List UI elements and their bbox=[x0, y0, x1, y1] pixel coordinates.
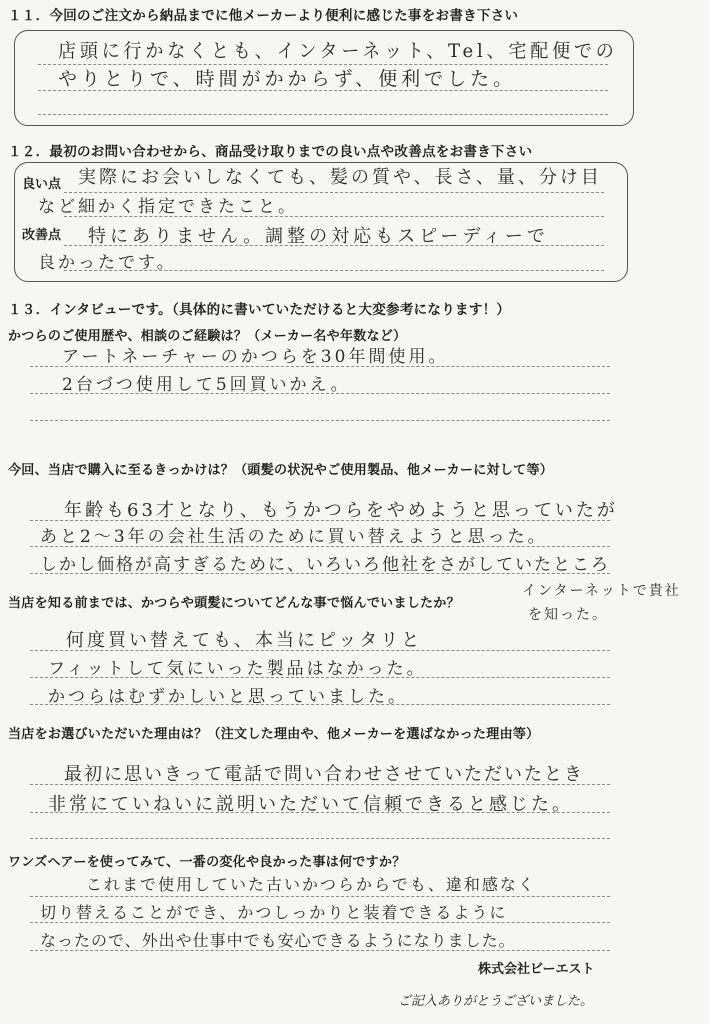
answer-rule bbox=[30, 838, 610, 839]
history-answer-line: 2台づつ使用して5回買いかえ。 bbox=[62, 375, 351, 395]
change-question: ワンズヘアーを使ってみて、一番の変化や良かった事は何ですか？ bbox=[8, 855, 406, 870]
reason-answer-line: しかし価格が高すぎるために、いろいろ他社をさがしていたところ bbox=[40, 555, 610, 575]
improve-point-line: 良かったです。 bbox=[38, 253, 177, 273]
good-point-label: 良い点 bbox=[22, 177, 62, 192]
choose-answer-line: 非常にていねいに説明いただいて信頼できると感じた。 bbox=[48, 794, 573, 815]
improve-point-line: 特にありません。調整の対応もスピーディーで bbox=[88, 226, 549, 247]
reason-side-note: を知った。 bbox=[528, 607, 608, 623]
choose-question: 当店をお選びいただいた理由は？（注文した理由や、他メーカーを選ばなかった理由等） bbox=[8, 727, 540, 742]
history-answer-line: アートネーチャーのかつらを30年間使用。 bbox=[62, 347, 449, 367]
worry-answer-line: 何度買い替えても、本当にピッタリと bbox=[66, 630, 423, 651]
thanks-message: ご記入ありがとうございました。 bbox=[398, 994, 594, 1009]
change-answer-line: 切り替えることができ、かつしっかりと装着できるように bbox=[40, 903, 508, 922]
good-point-line: など細かく指定できたこと。 bbox=[38, 197, 298, 217]
worry-question: 当店を知る前までは、かつらや頭髪についてどんな事で悩んでいましたか？ bbox=[8, 596, 460, 611]
improve-point-label: 改善点 bbox=[22, 228, 62, 243]
answer-rule bbox=[30, 420, 610, 421]
worry-answer-line: かつらはむずかしいと思っていました。 bbox=[48, 687, 408, 707]
reason-side-note: インターネットで貴社 bbox=[522, 583, 681, 599]
choose-answer-line: 最初に思いきって電話で問い合わせさせていただいたとき bbox=[64, 764, 584, 785]
company-name: 株式会社ビーエスト bbox=[478, 962, 595, 977]
history-question: かつらのご使用歴や、相談のご経験は？（メーカー名や年数など） bbox=[8, 329, 407, 344]
answer-rule bbox=[30, 896, 610, 897]
q11-heading: １１．今回のご注文から納品までに他メーカーより便利に感じた事をお書き下さい bbox=[8, 8, 519, 24]
q11-answer-line: やりとりで、時間がかからず、便利でした。 bbox=[58, 68, 517, 90]
reason-question: 今回、当店で購入に至るきっかけは？（頭髪の状況やご使用製品、他メーカーに対して等） bbox=[8, 463, 554, 478]
answer-rule bbox=[38, 114, 608, 115]
q13-heading: １３．インタビューです。（具体的に書いていただけると大変参考になります！） bbox=[8, 302, 511, 318]
q11-answer-line: 店頭に行かなくとも、インターネット、Tel、宅配便での bbox=[58, 40, 618, 62]
q12-heading: １２．最初のお問い合わせから、商品受け取りまでの良い点や改善点をお書き下さい bbox=[8, 144, 533, 160]
worry-answer-line: フィットして気にいった製品はなかった。 bbox=[48, 659, 427, 679]
reason-answer-line: あと2〜3年の会社生活のために買い替えようと思った。 bbox=[40, 527, 548, 547]
change-answer-line: これまで使用していた古いかつらからでも、違和感なく bbox=[86, 875, 536, 894]
reason-answer-line: 年齢も63才となり、もうかつらをやめようと思っていたが bbox=[64, 500, 618, 521]
good-point-line: 実際にお会いしなくても、髪の質や、長さ、量、分け目 bbox=[78, 167, 602, 188]
change-answer-line: なったので、外出や仕事中でも安心できるようになりました。 bbox=[40, 931, 516, 950]
